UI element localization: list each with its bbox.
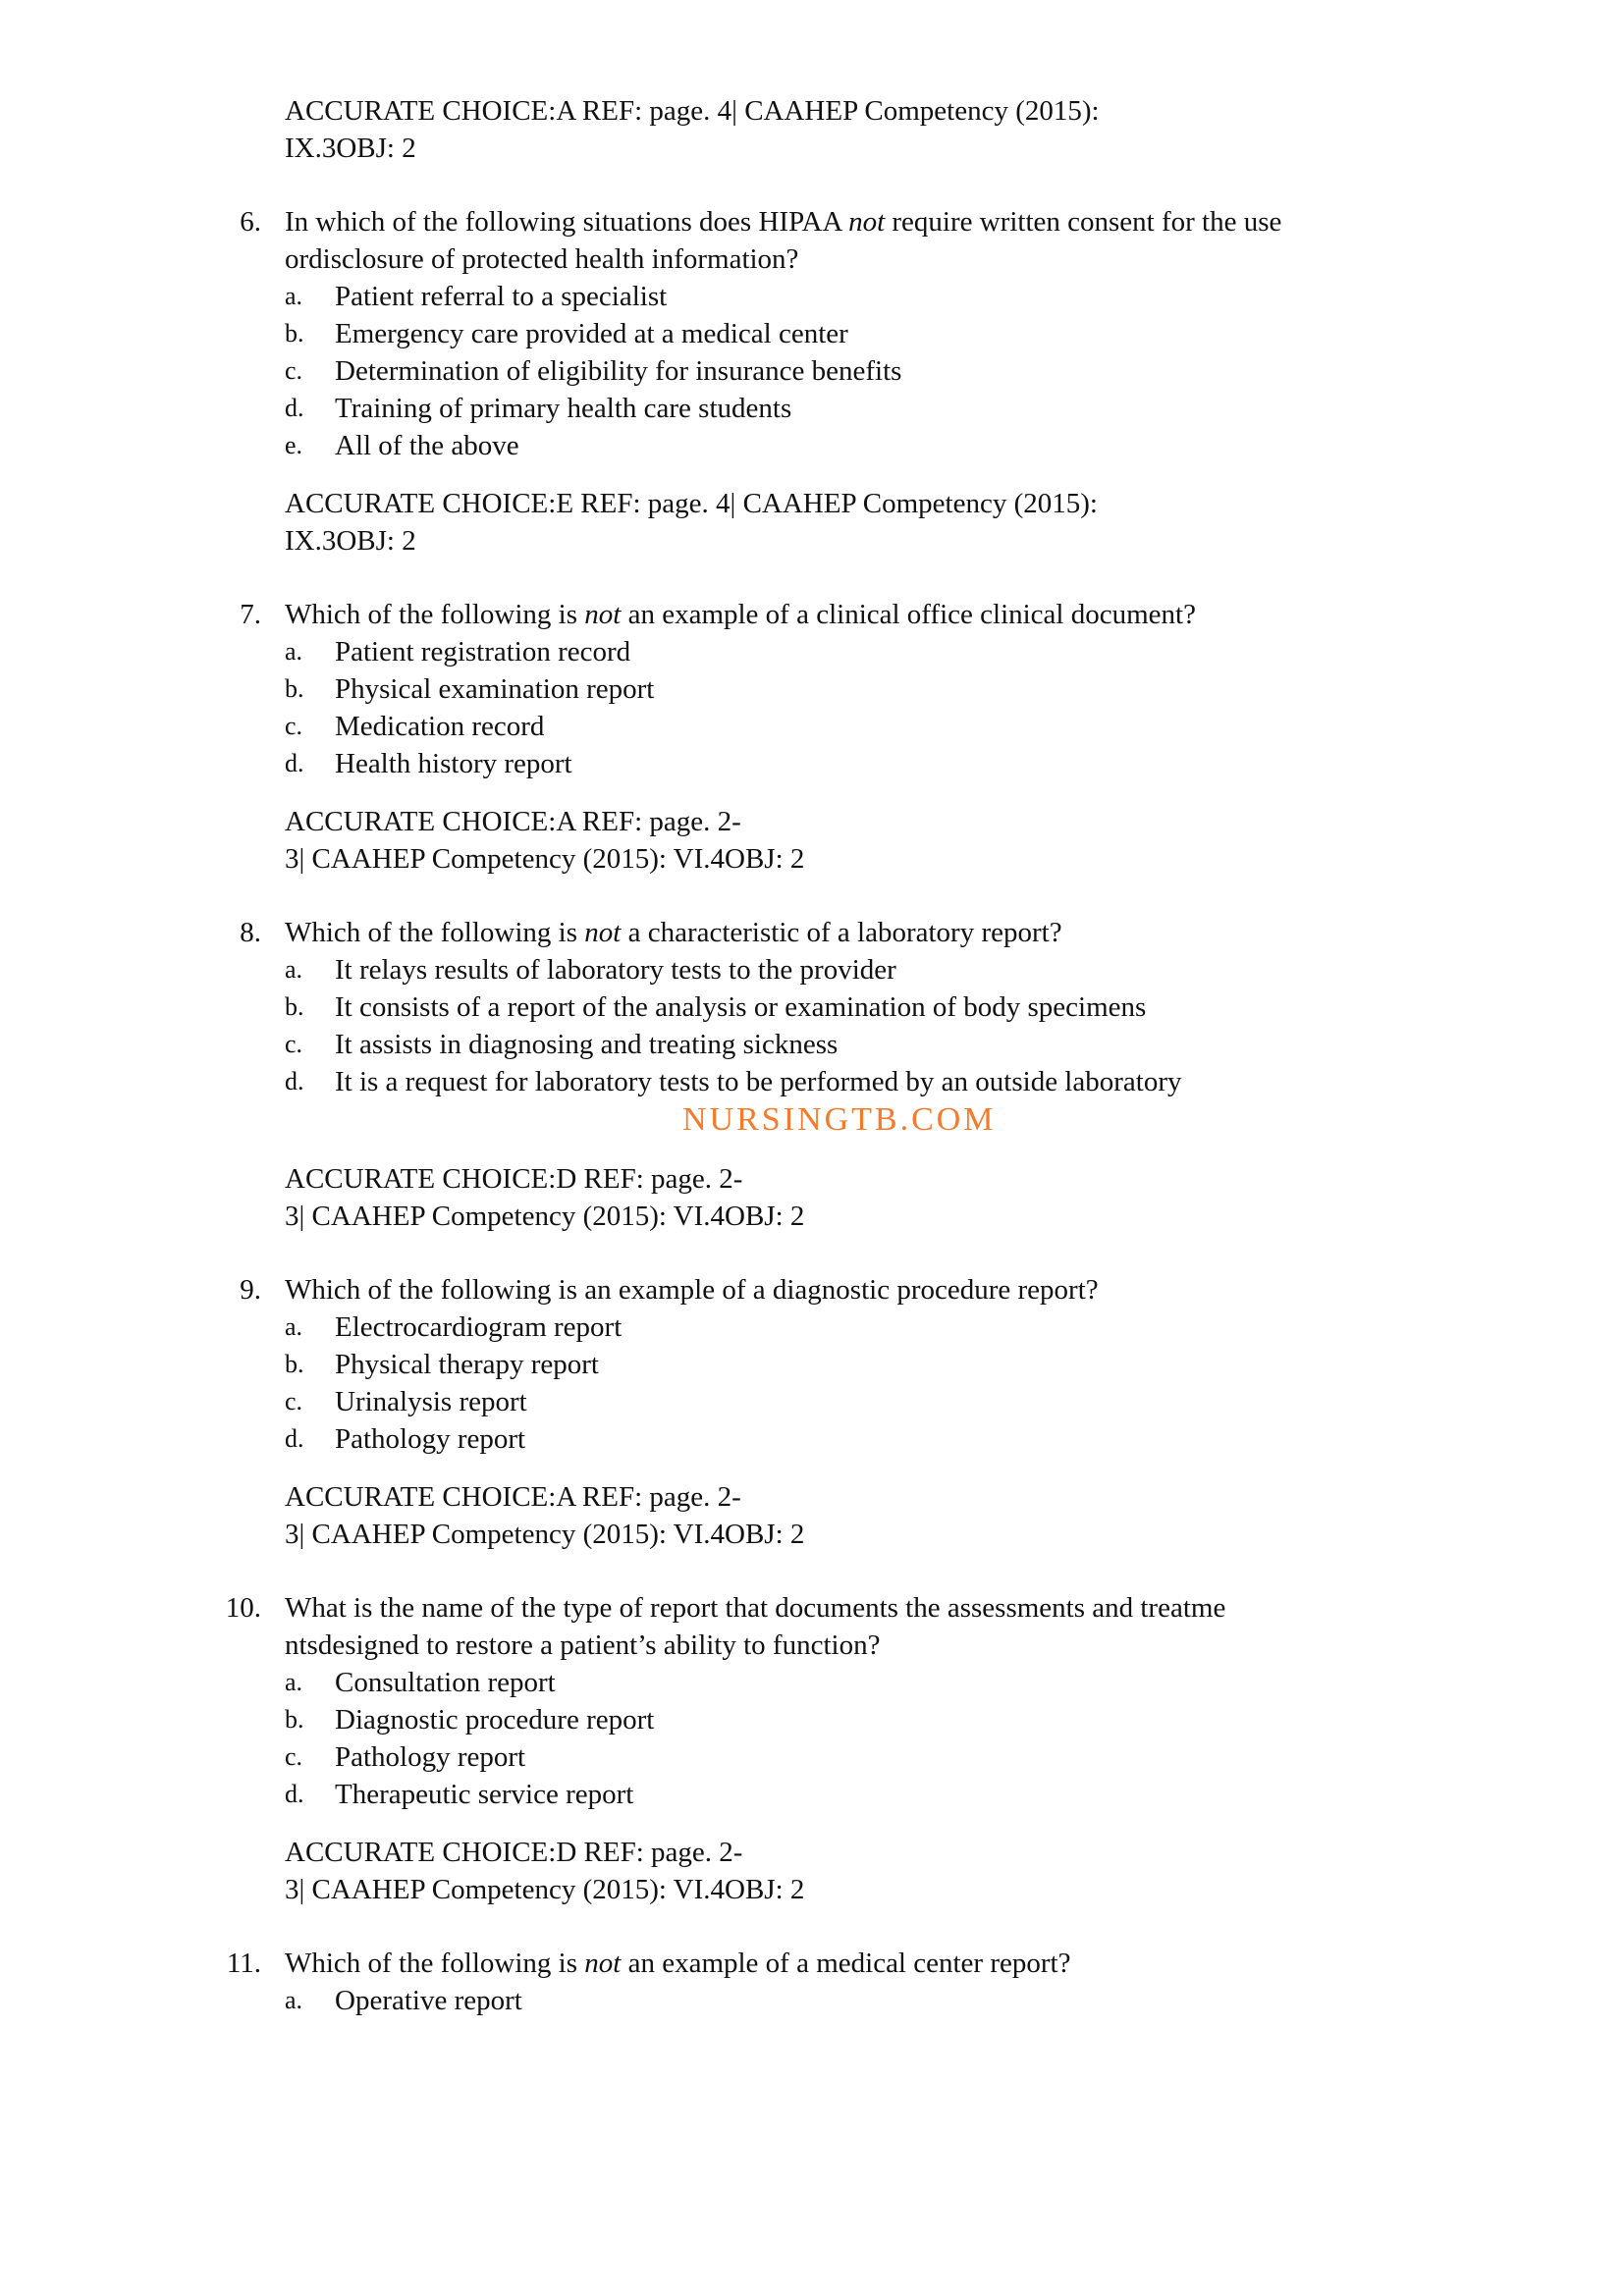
option-letter: b. bbox=[285, 319, 304, 347]
answer-option bbox=[0, 1346, 1624, 1383]
answer-reference-block bbox=[0, 485, 1624, 560]
option-letter: a. bbox=[285, 955, 303, 984]
document-page bbox=[0, 92, 1624, 2019]
question-emphasis: not bbox=[584, 917, 622, 948]
question-text bbox=[0, 240, 1624, 278]
option-letter: c. bbox=[285, 712, 303, 740]
question-text-part: an example of a medical center report? bbox=[621, 1948, 1071, 1979]
answer-option bbox=[0, 427, 1624, 464]
reference-line: 3| CAAHEP Competency (2015): VI.4OBJ: 2 bbox=[285, 1874, 805, 1905]
question-text-part: require written consent for the use bbox=[885, 206, 1282, 238]
question-text bbox=[0, 1945, 1624, 1982]
answer-option bbox=[0, 1776, 1624, 1813]
option-letter: a. bbox=[285, 637, 303, 666]
question-block bbox=[0, 596, 1624, 878]
question-number: 11. bbox=[226, 1948, 261, 1979]
reference-line: 3| CAAHEP Competency (2015): VI.4OBJ: 2 bbox=[285, 1519, 805, 1550]
reference-line: IX.3OBJ: 2 bbox=[285, 525, 416, 557]
answer-option bbox=[0, 1308, 1624, 1346]
option-letter: c. bbox=[285, 356, 303, 385]
question-text-part: What is the name of the type of report that documents the assessments and treatme bbox=[285, 1592, 1226, 1624]
answer-option bbox=[0, 1701, 1624, 1738]
question-text-part: a characteristic of a laboratory report? bbox=[621, 917, 1062, 948]
question-text bbox=[0, 203, 1624, 240]
option-letter: b. bbox=[285, 1705, 304, 1734]
option-text: Patient registration record bbox=[335, 636, 631, 667]
option-text: Diagnostic procedure report bbox=[335, 1704, 655, 1735]
option-text: Consultation report bbox=[335, 1667, 556, 1698]
question-block bbox=[0, 914, 1624, 1235]
question-number: 7. bbox=[240, 599, 261, 630]
reference-line: 3| CAAHEP Competency (2015): VI.4OBJ: 2 bbox=[285, 1201, 805, 1232]
option-text: It relays results of laboratory tests to the provider bbox=[335, 954, 896, 986]
option-text: It consists of a report of the analysis or examination of body specimens bbox=[335, 991, 1147, 1023]
answer-option bbox=[0, 1982, 1624, 2019]
question-text bbox=[0, 596, 1624, 633]
answer-option bbox=[0, 1738, 1624, 1776]
question-emphasis: not bbox=[584, 599, 622, 630]
question-number: 6. bbox=[240, 206, 261, 238]
answer-option bbox=[0, 1383, 1624, 1420]
question-number: 8. bbox=[240, 917, 261, 948]
option-letter: a. bbox=[285, 282, 303, 310]
watermark: NURSINGTB.COM bbox=[682, 1101, 997, 1138]
reference-line: ACCURATE CHOICE:D REF: page. 2- bbox=[285, 1837, 743, 1868]
option-text: It assists in diagnosing and treating sickness bbox=[335, 1029, 839, 1060]
answer-option bbox=[0, 708, 1624, 745]
answer-option bbox=[0, 988, 1624, 1026]
option-text: It is a request for laboratory tests to be performed by an outside laboratory bbox=[335, 1066, 1182, 1097]
option-letter: d. bbox=[285, 1780, 304, 1808]
question-text-part: In which of the following situations does HIPAA bbox=[285, 206, 849, 238]
question-text-part: an example of a clinical office clinical document? bbox=[621, 599, 1196, 630]
question-text bbox=[0, 1271, 1624, 1308]
answer-option bbox=[0, 1063, 1624, 1100]
question-emphasis: not bbox=[848, 206, 886, 238]
option-letter: d. bbox=[285, 1067, 304, 1095]
reference-line: ACCURATE CHOICE:A REF: page. 4| CAAHEP Competency (2015): bbox=[285, 95, 1100, 127]
question-block bbox=[0, 1945, 1624, 2019]
answer-option bbox=[0, 1664, 1624, 1701]
answer-reference-block bbox=[0, 803, 1624, 878]
option-letter: c. bbox=[285, 1742, 303, 1771]
watermark-line bbox=[0, 1100, 1624, 1140]
question-text-part: Which of the following is an example of a diagnostic procedure report? bbox=[285, 1274, 1099, 1306]
question-list bbox=[0, 203, 1624, 2019]
option-text: Urinalysis report bbox=[335, 1386, 527, 1417]
answer-reference-block bbox=[0, 1478, 1624, 1553]
answer-option bbox=[0, 633, 1624, 670]
option-letter: c. bbox=[285, 1030, 303, 1058]
option-text: Training of primary health care students bbox=[335, 393, 792, 424]
option-text: Physical examination report bbox=[335, 673, 655, 705]
answer-option bbox=[0, 352, 1624, 390]
answer-reference-block bbox=[0, 92, 1624, 167]
option-letter: d. bbox=[285, 1424, 304, 1453]
reference-line: 3| CAAHEP Competency (2015): VI.4OBJ: 2 bbox=[285, 843, 805, 875]
answer-option bbox=[0, 745, 1624, 782]
question-text bbox=[0, 1589, 1624, 1627]
question-block bbox=[0, 1271, 1624, 1553]
question-text-part: ntsdesigned to restore a patient’s ability to function? bbox=[285, 1629, 881, 1661]
option-text: Emergency care provided at a medical center bbox=[335, 318, 848, 349]
answer-option bbox=[0, 1026, 1624, 1063]
option-text: Pathology report bbox=[335, 1741, 526, 1773]
option-letter: e. bbox=[285, 431, 303, 459]
option-text: Determination of eligibility for insurance benefits bbox=[335, 355, 902, 387]
answer-option bbox=[0, 951, 1624, 988]
reference-line: IX.3OBJ: 2 bbox=[285, 133, 416, 164]
option-text: Therapeutic service report bbox=[335, 1779, 634, 1810]
answer-option bbox=[0, 278, 1624, 315]
option-text: Health history report bbox=[335, 748, 572, 779]
question-text-part: Which of the following is bbox=[285, 1948, 585, 1979]
option-text: Operative report bbox=[335, 1985, 522, 2016]
option-text: Medication record bbox=[335, 711, 545, 742]
option-letter: b. bbox=[285, 992, 304, 1021]
question-block bbox=[0, 1589, 1624, 1908]
option-text: All of the above bbox=[335, 430, 519, 461]
option-letter: c. bbox=[285, 1387, 303, 1415]
answer-reference-block bbox=[0, 1834, 1624, 1908]
option-letter: b. bbox=[285, 1350, 304, 1378]
option-letter: d. bbox=[285, 749, 304, 777]
question-text bbox=[0, 1627, 1624, 1664]
option-text: Patient referral to a specialist bbox=[335, 281, 668, 312]
question-emphasis: not bbox=[584, 1948, 622, 1979]
option-text: Electrocardiogram report bbox=[335, 1311, 623, 1343]
question-text-part: ordisclosure of protected health information? bbox=[285, 243, 799, 275]
option-letter: b. bbox=[285, 674, 304, 703]
option-letter: a. bbox=[285, 1668, 303, 1696]
answer-option bbox=[0, 390, 1624, 427]
answer-option bbox=[0, 1420, 1624, 1458]
answer-option bbox=[0, 670, 1624, 708]
option-text: Physical therapy report bbox=[335, 1349, 599, 1380]
reference-line: ACCURATE CHOICE:E REF: page. 4| CAAHEP Competency (2015): bbox=[285, 488, 1098, 519]
answer-reference-block bbox=[0, 1160, 1624, 1235]
question-number: 10. bbox=[225, 1592, 261, 1624]
question-number: 9. bbox=[240, 1274, 261, 1306]
reference-line: ACCURATE CHOICE:A REF: page. 2- bbox=[285, 806, 741, 837]
question-text-part: Which of the following is bbox=[285, 599, 585, 630]
option-letter: d. bbox=[285, 394, 304, 422]
answer-option bbox=[0, 315, 1624, 352]
question-block bbox=[0, 203, 1624, 560]
question-text bbox=[0, 914, 1624, 951]
option-letter: a. bbox=[285, 1312, 303, 1341]
option-letter: a. bbox=[285, 1986, 303, 2014]
reference-line: ACCURATE CHOICE:A REF: page. 2- bbox=[285, 1481, 741, 1513]
reference-line: ACCURATE CHOICE:D REF: page. 2- bbox=[285, 1163, 743, 1195]
question-text-part: Which of the following is bbox=[285, 917, 585, 948]
option-text: Pathology report bbox=[335, 1423, 526, 1455]
